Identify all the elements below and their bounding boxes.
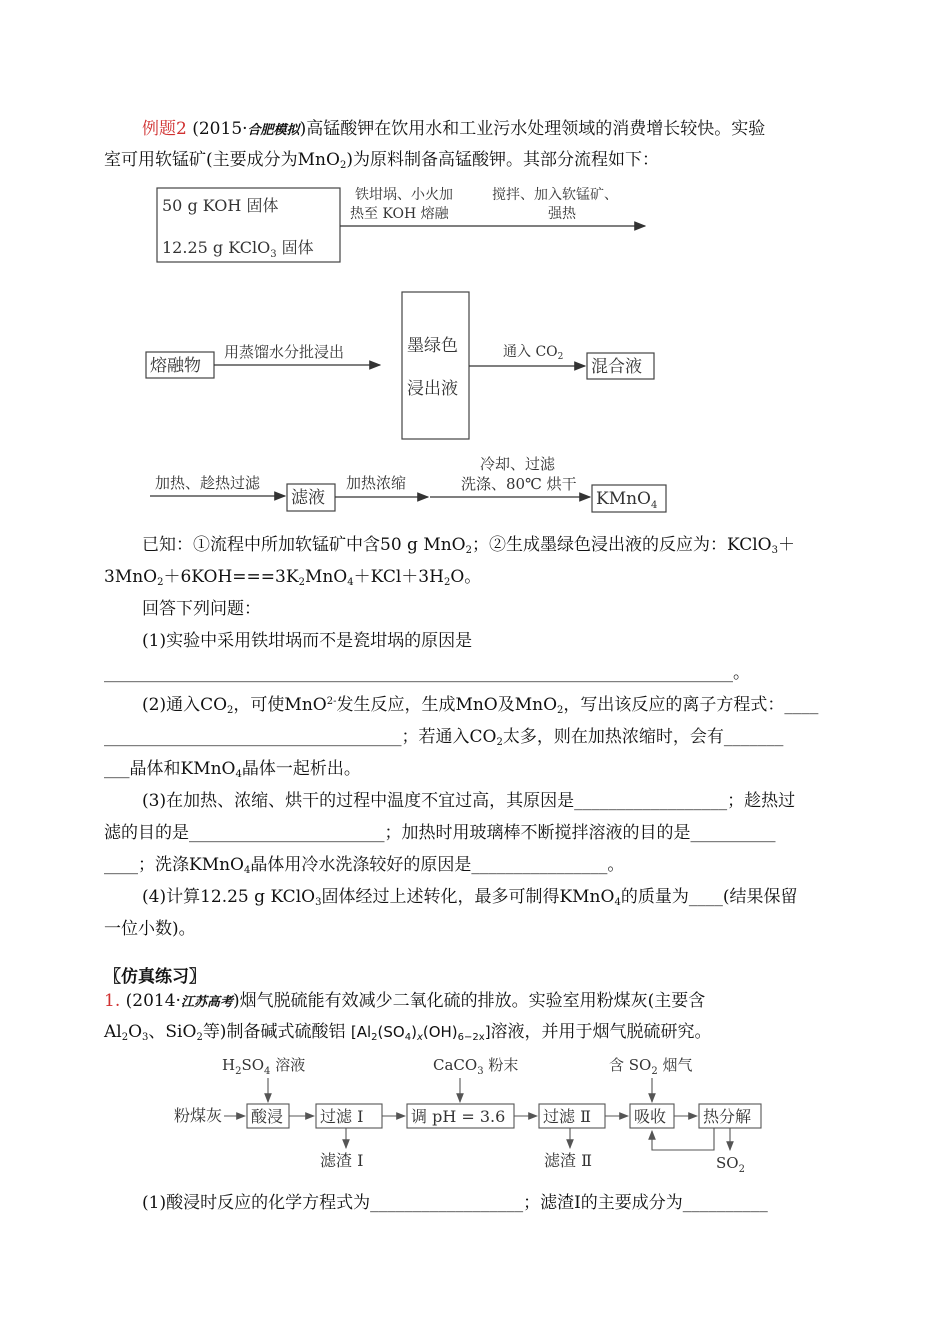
arrow2-label-2: 强热: [548, 206, 576, 222]
practice-1-q1: (1)酸浸时反应的化学方程式为__________________；滤渣Ⅰ的主要成分为__________: [142, 1193, 768, 1213]
text-segment: 太多，则在加热浓缩时，会有_______: [502, 727, 784, 747]
example-label: 例题2: [142, 119, 187, 139]
text-segment: ＋KCl＋3H: [353, 567, 444, 587]
subscript: 2: [157, 577, 164, 588]
text-segment: Al: [104, 1022, 122, 1042]
box-green-1: 墨绿色: [407, 336, 458, 356]
text-segment: 晶体一起析出。: [241, 759, 361, 779]
arrow5-label: 加热、趁热过滤: [155, 474, 261, 492]
subscript: 3: [771, 545, 778, 556]
subscript: 2: [557, 705, 564, 716]
subscript: 2: [339, 160, 347, 171]
text-segment: (2)通入CO: [142, 695, 228, 715]
source-open: (2014·: [120, 991, 181, 1011]
text-segment: 溶液，并用于烟气脱硫研究。: [490, 1022, 712, 1042]
arrow6-label: 加热浓缩: [346, 474, 407, 492]
subscript: 2: [196, 1032, 203, 1043]
subscript: 2: [496, 737, 503, 748]
text-segment: ____；洗涤KMnO: [104, 855, 244, 875]
subscript: 4: [614, 897, 621, 908]
source-close: ): [232, 991, 240, 1011]
box-absorb: 吸收: [634, 1107, 667, 1126]
text-segment: 发生反应，生成MnO及MnO: [336, 695, 558, 715]
text-segment: O。: [450, 567, 482, 587]
h2so4-label: $H_2SO_4$ 溶液: [222, 1056, 306, 1077]
box-filter-1: 过滤 Ⅰ: [320, 1107, 364, 1126]
arrow1-label-1: 铁坩埚、小火加: [355, 187, 453, 203]
text-segment: ___晶体和KMnO: [104, 759, 236, 779]
subscript: 2: [227, 705, 234, 716]
subscript: 2: [443, 577, 451, 588]
box-acid-leach: 酸浸: [251, 1107, 284, 1126]
formula: $[Al_2(SO_4)_x(OH)_{6-2x}]$: [350, 1023, 491, 1043]
text-segment: )为原料制备高锰酸钾。其部分流程如下：: [346, 150, 659, 170]
text-segment: O: [128, 1022, 143, 1042]
box-green-2: 浸出液: [407, 379, 458, 399]
text-segment: ___________________________________；若通入CO: [104, 727, 497, 747]
start-label: 粉煤灰: [174, 1106, 223, 1125]
text-segment: 3MnO: [104, 567, 158, 587]
source-open: (2015·: [192, 119, 248, 139]
arrow4-label: 通入 $CO_2$: [503, 344, 564, 362]
arrow3-label: 用蒸馏水分批浸出: [224, 343, 345, 361]
text-segment: ＋: [778, 535, 795, 555]
arrow1-label-2: 热至 KOH 熔融: [350, 206, 449, 222]
text-segment: ＋6KOH===3K: [163, 567, 299, 587]
so2-out-label: $SO_2$: [716, 1154, 745, 1175]
q3-line-1: (3)在加热、浓缩、烘干的过程中温度不宜过高，其原因是__________________；趁热过: [142, 791, 796, 811]
subscript: 4: [235, 769, 242, 780]
caco3-label: CaCO$_3$ 粉末: [433, 1056, 519, 1077]
problem-number: 1.: [104, 991, 121, 1011]
text-segment: ，写出该反应的离子方程式：____: [563, 695, 819, 715]
text-segment: ；②生成墨绿色浸出液的反应为：KClO: [472, 535, 772, 555]
box-melt: 熔融物: [150, 356, 201, 376]
subscript: 4: [244, 865, 251, 876]
q3-line-2: 滤的目的是_______________________；加热时用玻璃棒不断搅拌溶液的目的是__________: [104, 823, 776, 843]
arrow2-label-1: 搅拌、加入软锰矿、: [492, 187, 618, 203]
text-segment: 、SiO: [148, 1022, 197, 1042]
subscript: 2: [298, 577, 305, 588]
box-mix: 混合液: [591, 357, 642, 377]
example-text: 高锰酸钾在饮用水和工业污水处理领域的消费增长较快。实验: [306, 119, 766, 139]
subscript: 4: [347, 577, 354, 588]
box-filter-2: 过滤 Ⅱ: [543, 1107, 591, 1126]
superscript: 2-: [326, 696, 337, 707]
box-adjust-ph: 调 pH = 3.6: [411, 1107, 506, 1126]
box-koh: 50 g KOH 固体: [162, 196, 279, 215]
residue-1-label: 滤渣 Ⅰ: [320, 1151, 364, 1170]
text-segment: ，可使MnO: [233, 695, 327, 715]
questions-intro: 回答下列问题：: [142, 599, 261, 619]
text-segment: 的质量为____(结果保留: [620, 887, 798, 907]
arrow7-label-2: 洗涤、80℃ 烘干: [461, 475, 577, 493]
text-segment: (4)计算12.25 g KClO: [142, 887, 316, 907]
box-filtrate: 滤液: [291, 488, 325, 508]
q1-answer-line[interactable]: __________________________________________________________________________。: [104, 663, 750, 683]
text-segment: 已知：①流程中所加软锰矿中含50 g MnO: [142, 535, 466, 555]
so2-gas-label: 含 $SO_2$ 烟气: [609, 1056, 693, 1077]
recycle-arrow: [652, 1128, 714, 1150]
q1-line-1: (1)实验中采用铁坩埚而不是瓷坩埚的原因是: [142, 631, 473, 651]
box-kclo3: 12.25 g KClO$_3$ 固体: [162, 238, 314, 260]
text-segment: 固体经过上述转化，最多可制得KMnO: [321, 887, 615, 907]
subscript: 3: [315, 897, 322, 908]
arrow7-label-1: 冷却、过滤: [480, 455, 556, 473]
text-segment: MnO: [304, 567, 348, 587]
practice-header: 〖仿真练习〗: [104, 967, 206, 987]
subscript: 2: [121, 1032, 129, 1043]
residue-2-label: 滤渣 Ⅱ: [544, 1151, 592, 1170]
source-place: 合肥模拟: [247, 123, 300, 138]
q4-line-2: 一位小数)。: [104, 919, 196, 939]
text-segment: 室可用软锰矿(主要成分为MnO: [104, 150, 340, 170]
text-segment: 等)制备碱式硫酸铝: [202, 1022, 351, 1042]
box-thermal-decomp: 热分解: [703, 1107, 752, 1126]
source-place: 江苏高考: [180, 995, 233, 1010]
problem-text: 烟气脱硫能有效减少二氧化硫的排放。实验室用粉煤灰(主要含: [239, 991, 706, 1011]
subscript: 2: [465, 545, 472, 556]
text-segment: 晶体用冷水洗涤较好的原因是________________。: [250, 855, 625, 875]
source-close: ): [299, 119, 307, 139]
subscript: 3: [142, 1032, 149, 1043]
box-kmno4: KMnO$_4$: [596, 489, 658, 511]
